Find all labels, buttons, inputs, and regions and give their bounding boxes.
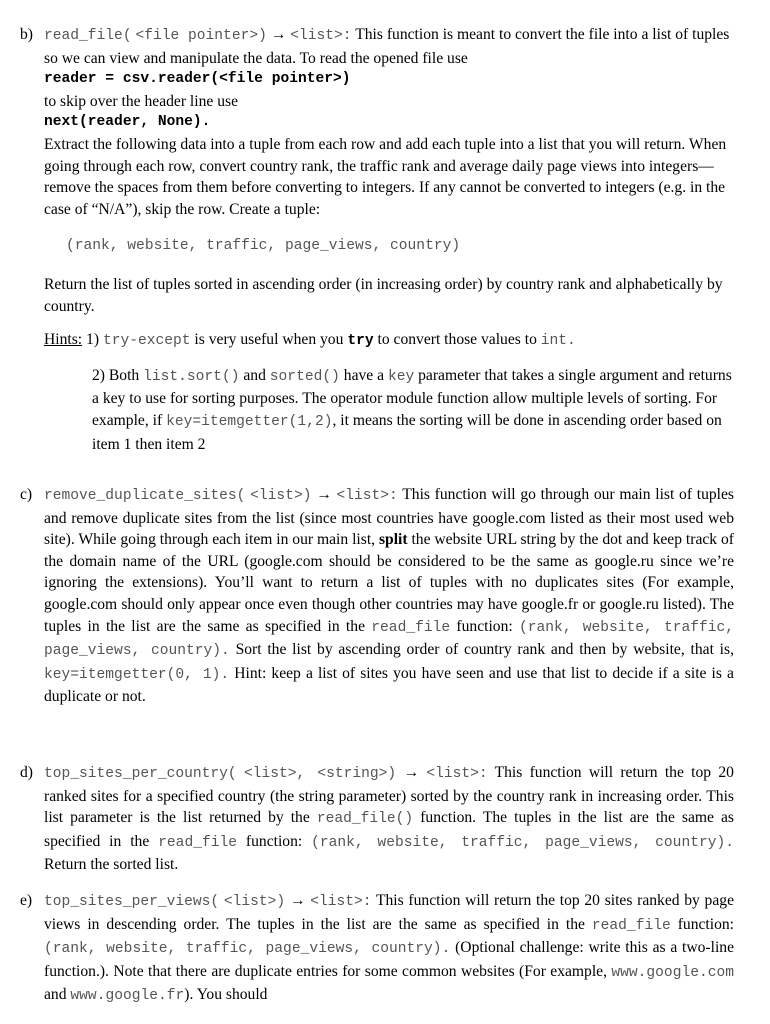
item-c-signature-arg: <list>) bbox=[250, 488, 312, 504]
item-b-hints-label: Hints: bbox=[44, 331, 83, 349]
item-b-return-text: Return the list of tuples sorted in ascending order (in increasing order) by country rank and alphabetically by country. bbox=[44, 275, 723, 315]
item-e-tuple-code: (rank, website, traffic, page_views, country). bbox=[44, 941, 451, 958]
item-e-marker: e) bbox=[20, 892, 33, 909]
arrow-icon: → bbox=[289, 892, 306, 909]
hint-2-text-e: , it means the sorting will be done in ascending order based on item 1 then item 2 bbox=[92, 411, 722, 453]
item-c-text-4: Sort the list by ascending order of country rank and then by website, that is, bbox=[235, 641, 734, 659]
item-c bbox=[20, 484, 735, 708]
item-e-signature-return: <list>: bbox=[310, 894, 372, 910]
item-e-signature-arg: <list>) bbox=[223, 894, 286, 910]
item-c-code-key: key=itemgetter(0, 1). bbox=[44, 666, 230, 683]
item-e-text-4: and bbox=[44, 986, 67, 1004]
hint-1-code-try-except: try-except bbox=[102, 333, 191, 350]
item-e-code-google-fr: www.google.fr bbox=[70, 988, 185, 1005]
item-d-body bbox=[44, 762, 734, 876]
hint-2-code-list-sort: list.sort() bbox=[143, 368, 240, 385]
item-c-text-3: function: bbox=[456, 617, 513, 635]
item-c-marker: c) bbox=[20, 486, 33, 503]
hint-2-code-itemgetter: key=itemgetter(1,2) bbox=[166, 413, 333, 430]
hint-2-text-a: 2) Both bbox=[92, 366, 140, 384]
arrow-icon: → bbox=[403, 764, 420, 781]
item-c-text-1: This function will go through our main list of tuples and remove duplicate sites from the list (since most countries have google.com listed as their most used web site). While going through each item in our main list, bbox=[44, 486, 734, 549]
hint-2-code-sorted: sorted() bbox=[269, 368, 340, 385]
item-b-hint-1 bbox=[44, 329, 734, 353]
item-b-hint-2 bbox=[92, 365, 734, 455]
item-d bbox=[20, 762, 734, 876]
item-b bbox=[20, 24, 734, 455]
item-e-text-3: (Optional challenge: write this as a two-line function.). Note that there are duplicate entries for some common websites (For example, bbox=[44, 939, 734, 980]
hint-2-text-d: parameter that takes a single argument and returns a key to use for sorting purposes. The operator module function allow multiple levels of sorting. For example, if bbox=[92, 366, 732, 429]
hint-1-text-a: is very useful when you bbox=[194, 331, 344, 349]
item-d-code-read-file: read_file() bbox=[316, 811, 414, 828]
item-b-skip-text: to skip over the header line use bbox=[44, 92, 238, 110]
item-b-code-next: next(reader, None). bbox=[44, 114, 211, 131]
item-c-text-2: the website URL string by the dot and keep track of the domain name of the URL (google.com should be considered to be the same as google.ru since we’re ignoring the extensions). You’ll want to return a list of tuples with no duplicates sites (For example, google.com should only appear once even though other countries may have google.fr or google.ru listed). The tuples in the list are the same as specified in the bbox=[44, 531, 734, 635]
hint-1-number: 1) bbox=[86, 331, 100, 349]
hint-1-code-int: int. bbox=[540, 333, 576, 350]
item-d-signature-arg: <list>, <string>) bbox=[243, 766, 397, 782]
arrow-icon: → bbox=[270, 26, 287, 43]
item-e bbox=[20, 890, 735, 1008]
hint-2-text-b: and bbox=[243, 366, 266, 384]
item-b-code-reader: reader = csv.reader(<file pointer>) bbox=[44, 71, 351, 88]
hint-1-text-b: to convert those values to bbox=[377, 331, 537, 349]
item-c-text-5: Hint: keep a list of sites you have seen and use that list to decide if a site is a duplicate or not. bbox=[44, 664, 734, 706]
item-b-signature-arg: <file pointer>) bbox=[135, 28, 267, 44]
item-d-text-4: Return the sorted list. bbox=[44, 856, 179, 874]
item-b-tuple-code: (rank, website, traffic, page_views, country) bbox=[66, 238, 461, 255]
hint-2-text-c: have a bbox=[343, 366, 385, 384]
hint-2-code-key: key bbox=[387, 368, 415, 385]
item-c-signature-return: <list>: bbox=[336, 488, 398, 504]
item-e-code-google-com: www.google.com bbox=[611, 964, 734, 981]
item-d-signature-name: top_sites_per_country( bbox=[44, 766, 237, 782]
item-c-body bbox=[44, 484, 734, 708]
item-b-intro-text: This function is meant to convert the file into a list of tuples so we can view and manipulate the data. To read the opened file use bbox=[44, 26, 730, 67]
item-d-text-1: This function will return the top 20 ranked sites for a specified country (the string parameter) sorted by the country rank in increasing order. This list parameter is the list returned by the bbox=[44, 764, 734, 827]
item-e-text-5: ). You should bbox=[184, 986, 268, 1004]
item-e-code-read-file: read_file bbox=[591, 917, 671, 934]
item-d-text-3: function: bbox=[245, 832, 303, 850]
item-b-signature-name: read_file( bbox=[44, 28, 132, 44]
item-d-text-2: function. The tuples in the list are the same as specified in the bbox=[44, 809, 734, 850]
item-d-tuple-code: (rank, website, traffic, page_views, country). bbox=[311, 834, 734, 851]
item-d-marker: d) bbox=[20, 764, 33, 781]
item-e-body bbox=[44, 890, 734, 1008]
item-c-signature-name: remove_duplicate_sites( bbox=[44, 488, 246, 504]
item-e-signature-name: top_sites_per_views( bbox=[44, 894, 220, 910]
item-c-tuple-code: (rank, website, traffic, page_views, country). bbox=[44, 619, 735, 660]
item-c-code-read-file: read_file bbox=[371, 619, 451, 636]
item-b-extract-text: Extract the following data into a tuple from each row and add each tuple into a list that you will return. When going through each row, convert country rank, the traffic rank and average daily page views into integers—remove the spaces from them before converting to integers. If any cannot be converted to integers (e.g. in the case of “N/A”), skip the row. Create a tuple: bbox=[44, 135, 727, 218]
item-e-text-2: function: bbox=[677, 915, 735, 933]
hint-1-code-try: try bbox=[347, 333, 374, 350]
item-d-code-read-file-2: read_file bbox=[158, 834, 237, 851]
item-b-signature-return: <list>: bbox=[290, 28, 352, 44]
item-b-intro bbox=[44, 24, 734, 69]
item-e-text-1: This function will return the top 20 sites ranked by page views in descending order. The tuples in the list are the same as specified in the bbox=[44, 892, 734, 933]
item-c-split-word: split bbox=[378, 531, 408, 549]
item-b-marker: b) bbox=[20, 26, 33, 43]
item-d-signature-return: <list>: bbox=[426, 766, 488, 782]
arrow-icon: → bbox=[316, 486, 332, 503]
